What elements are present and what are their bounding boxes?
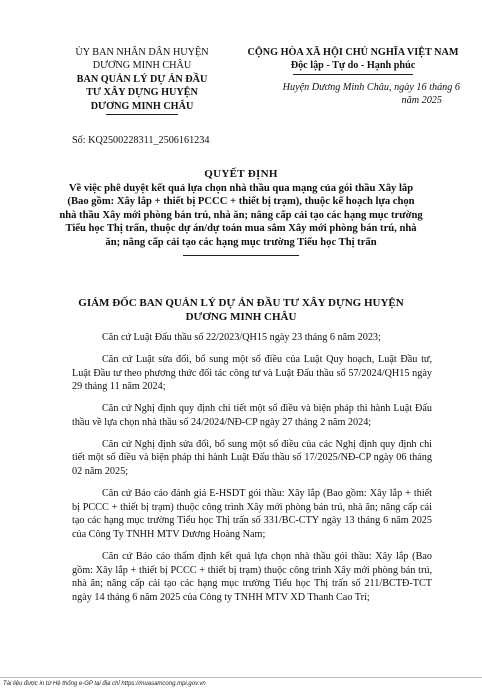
director-heading-line1: GIÁM ĐỐC BAN QUẢN LÝ DỰ ÁN ĐẦU TƯ XÂY DỰNG HUYỆN	[78, 297, 404, 309]
decision-title	[58, 168, 424, 256]
legal-basis-paragraph: Căn cứ Báo cáo đánh giá E-HSDT gói thầu: Xây lắp (Bao gồm: Xây lắp + thiết bị PCCC + thiết bị trạm) thuộc công trình Xây mới phòng bán trú, nhà ăn; nâng cấp cải tạo các hạng mục trường Tiểu học Thị trấn số 331/BC-CTY ngày 13 tháng 6 năm 2025 của Công Ty TNHH MTV Dương Hoàng Nam;	[72, 488, 432, 541]
legal-basis-paragraph: Căn cứ Nghị định quy định chi tiết một số điều và biện pháp thi hành Luật Đấu thầu về lựa chọn nhà thầu số 24/2024/NĐ-CP ngày 27 tháng 2 năm 2024;	[72, 403, 432, 428]
motto-underline	[293, 74, 413, 75]
document-number: Số: KQ2500228311_2506161234	[72, 135, 210, 146]
title-underline	[183, 255, 299, 256]
issue-date	[240, 81, 466, 108]
nation-title: CỘNG HÒA XÃ HỘI CHỦ NGHĨA VIỆT NAM	[247, 47, 459, 58]
legal-basis	[72, 331, 432, 613]
decision-subject: Về việc phê duyệt kết quả lựa chọn nhà thầu qua mạng của gói thầu Xây lắp (Bao gồm: Xây lắp + thiết bị PCCC + thiết bị trạm), thuộc kế hoạch lựa chọn nhà thầu Xây mới phòng bán trú, nhà ăn; nâng cấp cải tạo các hạng mục trường Tiểu học Thị trấn, thuộc dự án/dự toán mua sắm Xây mới phòng bán trú, nhà ăn; nâng cấp cải tạo các hạng mục trường Tiểu học Thị trấn	[59, 182, 423, 248]
agency-parent-line1: ỦY BAN NHÂN DÂN HUYỆN	[75, 47, 209, 58]
legal-basis-paragraph: Căn cứ Báo cáo thẩm định kết quả lựa chọn nhà thầu gói thầu: Xây lắp (Bao gồm: Xây lắp + thiết bị PCCC + thiết bị trạm) thuộc công trình Xây mới phòng bán trú, nhà ăn; nâng cấp cải tạo các hạng mục trường Tiểu học Thị trấn số 211/BCTĐ-TCT ngày 14 tháng 6 năm 2025 của Công ty TNHH MTV XD Thanh Cao Trí;	[72, 551, 432, 604]
footer-divider	[0, 677, 482, 678]
issuing-agency	[58, 46, 226, 115]
agency-name-line1: BAN QUẢN LÝ DỰ ÁN ĐẦU	[76, 73, 208, 85]
legal-basis-paragraph: Căn cứ Nghị định sửa đổi, bổ sung một số điều của các Nghị định quy định chi tiết một số điều và biện pháp thi hành Luật Đấu thầu số 17/2025/NĐ-CP ngày 06 tháng 02 năm 2025;	[72, 438, 432, 478]
issue-date-line2: năm 2025	[401, 95, 442, 107]
agency-name-line3: DƯƠNG MINH CHÂU	[90, 100, 194, 112]
decision-heading: QUYẾT ĐỊNH	[204, 168, 278, 180]
issue-date-line1: Huyện Dương Minh Châu, ngày 16 tháng 6	[282, 81, 460, 93]
agency-name-line2: TƯ XÂY DỰNG HUYỆN	[86, 87, 198, 99]
agency-parent-line2: DƯƠNG MINH CHÂU	[92, 60, 192, 72]
director-heading-line2: DƯƠNG MINH CHÂU	[185, 311, 297, 323]
director-heading	[58, 296, 424, 324]
national-motto: Độc lập - Tự do - Hạnh phúc	[290, 60, 416, 72]
legal-basis-paragraph: Căn cứ Luật Đấu thầu số 22/2023/QH15 ngày 23 tháng 6 năm 2023;	[102, 332, 381, 343]
national-header	[240, 46, 466, 108]
print-source-footer: Tài liệu được in từ Hệ thống e-GP tại địa chỉ https://muasamcong.mpi.gov.vn	[3, 681, 206, 687]
legal-basis-paragraph: Căn cứ Luật sửa đổi, bổ sung một số điều của Luật Quy hoạch, Luật Đầu tư, Luật Đầu tư theo phương thức đối tác công tư và Luật Đấu thầu số 57/2024/QH15 ngày 29 tháng 11 năm 2024;	[72, 353, 432, 393]
agency-underline	[106, 114, 178, 115]
